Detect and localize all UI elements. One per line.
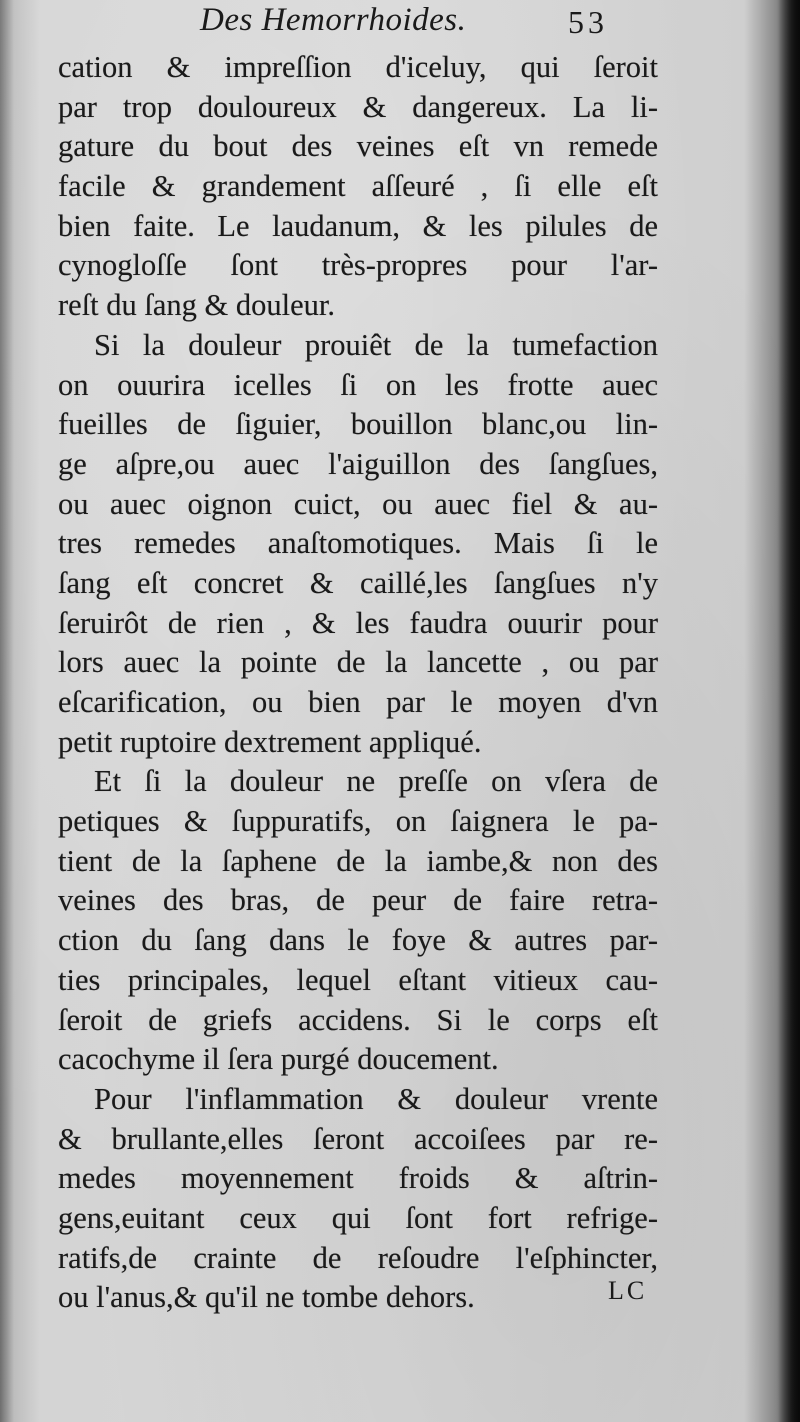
text-line: ou auec oignon cuict, ou auec fiel & au-	[58, 486, 658, 521]
text-line: ties principales, lequel eſtant vitieux cau-	[58, 962, 658, 997]
text-line: ſang eſt concret & caillé,les ſangſues n'y	[58, 565, 658, 600]
text-line: Si la douleur prouiêt de la tumefaction	[94, 327, 658, 362]
paragraph-3	[58, 762, 658, 1080]
body-text	[58, 48, 658, 1318]
text-line: & brullante,elles ſeront accoiſees par re-	[58, 1121, 658, 1156]
page-edge-shadow	[778, 0, 800, 1422]
text-line: Pour l'inflammation & douleur vrente	[94, 1081, 658, 1116]
text-line: gens,euitant ceux qui ſont fort refrige-	[58, 1200, 658, 1235]
text-line: fueilles de ſiguier, bouillon blanc,ou lin-	[58, 407, 658, 442]
paragraph-1	[58, 48, 658, 326]
text-line: petiques & ſuppuratifs, on ſaignera le pa-	[58, 804, 658, 839]
text-line: ge aſpre,ou auec l'aiguillon des ſangſues,	[58, 446, 658, 481]
text-line: bien faite. Le laudanum, & les pilules de	[58, 208, 658, 243]
text-line: lors auec la pointe de la lancette , ou par	[58, 645, 658, 680]
text-line: medes moyennement froids & aſtrin-	[58, 1161, 658, 1196]
text-line: ſeruirôt de rien , & les faudra ouurir pour	[58, 605, 658, 640]
catchword: LC	[608, 1276, 648, 1305]
text-line: cation & impreſſion d'iceluy, qui ſeroit	[58, 50, 658, 84]
paragraph-4	[58, 1080, 658, 1318]
text-line: Et ſi la douleur ne preſſe on vſera de	[94, 764, 658, 799]
text-line: petit ruptoire dextrement appliqué.	[58, 724, 482, 759]
text-line: cynogloſſe ſont très-propres pour l'ar-	[58, 248, 658, 283]
text-line: cacochyme il ſera purgé doucement.	[58, 1042, 499, 1077]
text-line: tient de la ſaphene de la iambe,& non des	[58, 843, 658, 878]
text-line: tres remedes anaſtomotiques. Mais ſi le	[58, 526, 658, 561]
text-line: gature du bout des veines eſt vn remede	[58, 129, 658, 164]
paragraph-2	[58, 326, 658, 763]
running-head	[60, 2, 700, 46]
page-number: 53	[568, 4, 608, 40]
text-line: reſt du ſang & douleur.	[58, 288, 335, 323]
text-line: ction du ſang dans le foye & autres par-	[58, 923, 658, 958]
text-line: par trop douloureux & dangereux. La li-	[58, 89, 658, 124]
text-line: ou l'anus,& qu'il ne tombe dehors.	[58, 1280, 475, 1315]
text-line: veines des bras, de peur de faire retra-	[58, 883, 658, 918]
running-title: Des Hemorrhoides.	[200, 2, 467, 38]
text-line: ſeroit de griefs accidens. Si le corps eſt	[58, 1002, 658, 1037]
text-line: ratifs,de crainte de reſoudre l'eſphincter,	[58, 1240, 658, 1275]
text-line: facile & grandement aſſeuré , ſi elle eſt	[58, 169, 658, 204]
text-line: on ouurira icelles ſi on les frotte auec	[58, 367, 658, 402]
text-line: eſcarification, ou bien par le moyen d'vn	[58, 685, 658, 719]
